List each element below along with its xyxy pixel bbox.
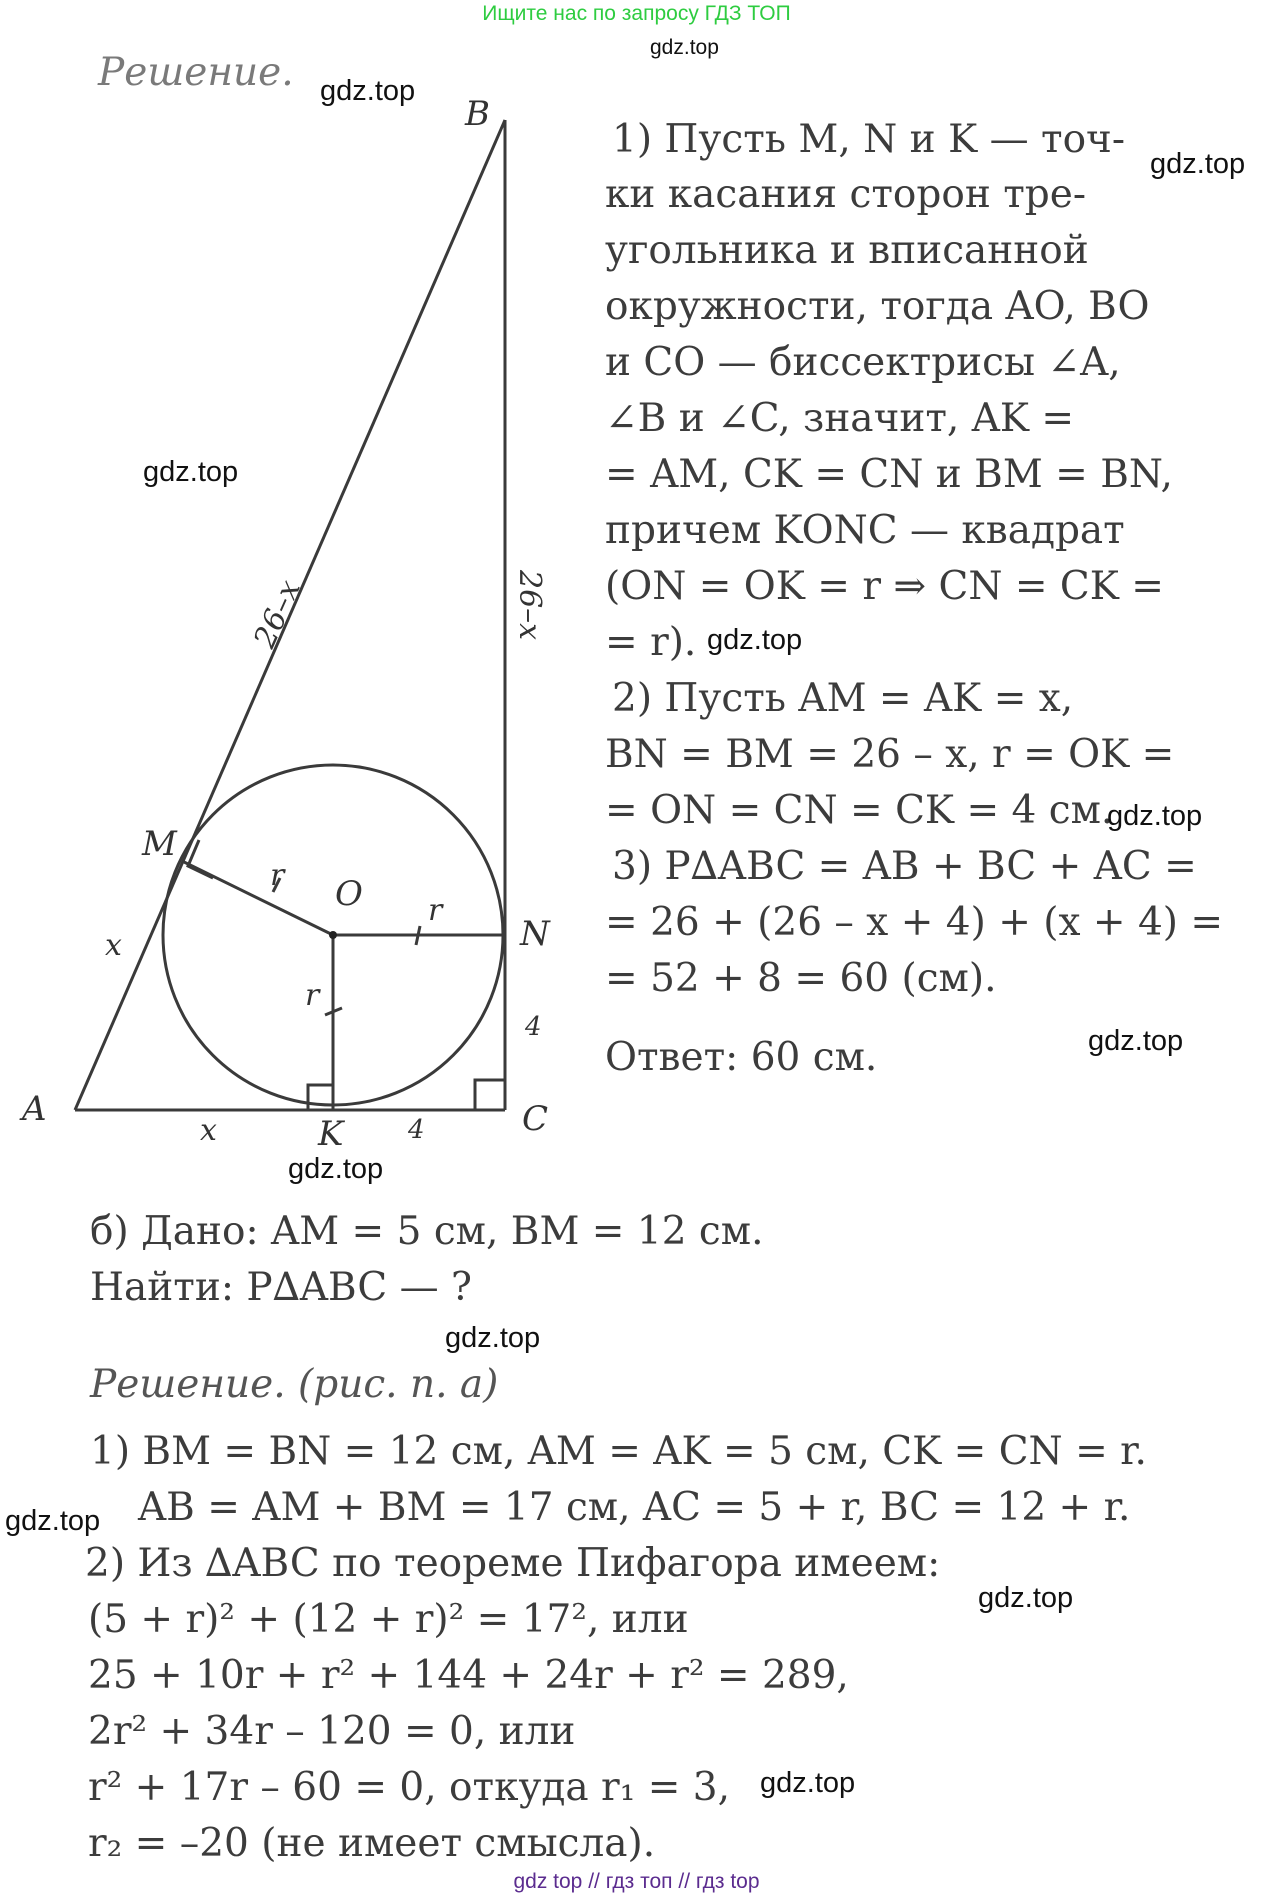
- part-a-line: = ON = CN = CK = 4 см.: [605, 788, 1114, 833]
- label-k: K: [318, 1114, 344, 1154]
- part-b-line: 25 + 10r + r² + 144 + 24r + r² = 289,: [88, 1653, 849, 1698]
- label-n: N: [520, 914, 550, 954]
- watermark: gdz.top: [320, 75, 416, 107]
- label-x-ak: x: [200, 1113, 217, 1148]
- part-a-line: = 26 + (26 – x + 4) + (x + 4) =: [605, 900, 1224, 945]
- watermark: gdz.top: [143, 456, 239, 488]
- label-26x-bc: 26–x: [512, 570, 547, 641]
- part-a-line: ки касания сторон тре-: [605, 172, 1087, 217]
- label-b: B: [465, 94, 490, 134]
- watermark: gdz.top: [650, 36, 719, 59]
- label-r-on: r: [428, 893, 443, 928]
- watermark: gdz.top: [288, 1153, 384, 1185]
- right-angle-m: [188, 840, 213, 878]
- part-b-line: r₂ = –20 (не имеет смысла).: [88, 1821, 656, 1866]
- watermark: gdz.top: [1150, 148, 1246, 180]
- label-r-om: r: [270, 858, 285, 893]
- top-banner[interactable]: Ищите нас по запросу ГДЗ ТОП: [482, 2, 791, 25]
- watermark: gdz.top: [707, 624, 803, 656]
- footer-links[interactable]: gdz top // гдз топ // гдз top: [513, 1870, 760, 1893]
- part-b-line: (5 + r)² + (12 + r)² = 17², или: [88, 1597, 689, 1642]
- part-b-line: AB = AM + BM = 17 см, AC = 5 + r, BC = 12 + r.: [138, 1485, 1131, 1530]
- watermark: gdz.top: [978, 1582, 1074, 1614]
- part-b-line: 2r² + 34r – 120 = 0, или: [88, 1709, 576, 1754]
- radius-om: [182, 861, 333, 935]
- watermark: gdz.top: [1088, 1025, 1184, 1057]
- label-26x-ab: 26–x: [247, 574, 308, 654]
- watermark: gdz.top: [1107, 800, 1203, 832]
- part-a-line: = AM, CK = CN и BM = BN,: [605, 452, 1173, 497]
- label-x-am: x: [105, 928, 122, 963]
- label-o: O: [335, 874, 363, 914]
- given-b: б) Дано: AM = 5 см, BM = 12 см.: [90, 1209, 764, 1254]
- part-a-line: и CO — биссектрисы ∠A,: [605, 340, 1121, 385]
- find-b: Найти: P∆ABC — ?: [90, 1265, 472, 1310]
- right-angle-c: [475, 1080, 505, 1110]
- part-a-line: = r).: [605, 620, 697, 665]
- part-a-line: 3) P∆ABC = AB + BC + AC =: [612, 844, 1197, 889]
- part-a-line: (ON = OK = r ⇒ CN = CK =: [605, 564, 1164, 609]
- part-a-line: BN = BM = 26 – x, r = OK =: [605, 732, 1175, 777]
- label-r-ok: r: [305, 978, 320, 1013]
- part-a-line: причем KONC — квадрат: [605, 508, 1125, 553]
- tick-on: [416, 926, 420, 945]
- watermark: gdz.top: [445, 1322, 541, 1354]
- part-b-line: 1) BM = BN = 12 см, AM = AK = 5 см, CK = CN = r.: [90, 1429, 1147, 1474]
- part-a-line: 2) Пусть AM = AK = x,: [612, 676, 1074, 721]
- part-a-line: = 52 + 8 = 60 (см).: [605, 956, 997, 1001]
- part-a-line: ∠B и ∠C, значит, AK =: [605, 396, 1075, 441]
- label-4-nc: 4: [525, 1012, 542, 1042]
- watermark: gdz.top: [760, 1767, 856, 1799]
- part-b-line: r² + 17r – 60 = 0, откуда r₁ = 3,: [88, 1765, 731, 1810]
- label-m: M: [142, 824, 177, 864]
- solution-title-b: Решение. (рис. п. а): [90, 1362, 499, 1407]
- solution-title-a: Решение.: [98, 50, 294, 95]
- label-4-kc: 4: [408, 1115, 425, 1145]
- label-c: C: [522, 1099, 549, 1139]
- label-a: A: [22, 1089, 47, 1129]
- watermark: gdz.top: [5, 1505, 101, 1537]
- part-a-line: 1) Пусть M, N и K — точ-: [612, 117, 1126, 162]
- part-b-line: 2) Из ∆ABC по теореме Пифагора имеем:: [85, 1541, 941, 1586]
- answer-a: Ответ: 60 см.: [605, 1035, 878, 1080]
- triangle-figure: [0, 90, 560, 1240]
- part-a-line: окружности, тогда AO, BO: [605, 284, 1150, 329]
- part-a-line: угольника и вписанной: [605, 228, 1089, 273]
